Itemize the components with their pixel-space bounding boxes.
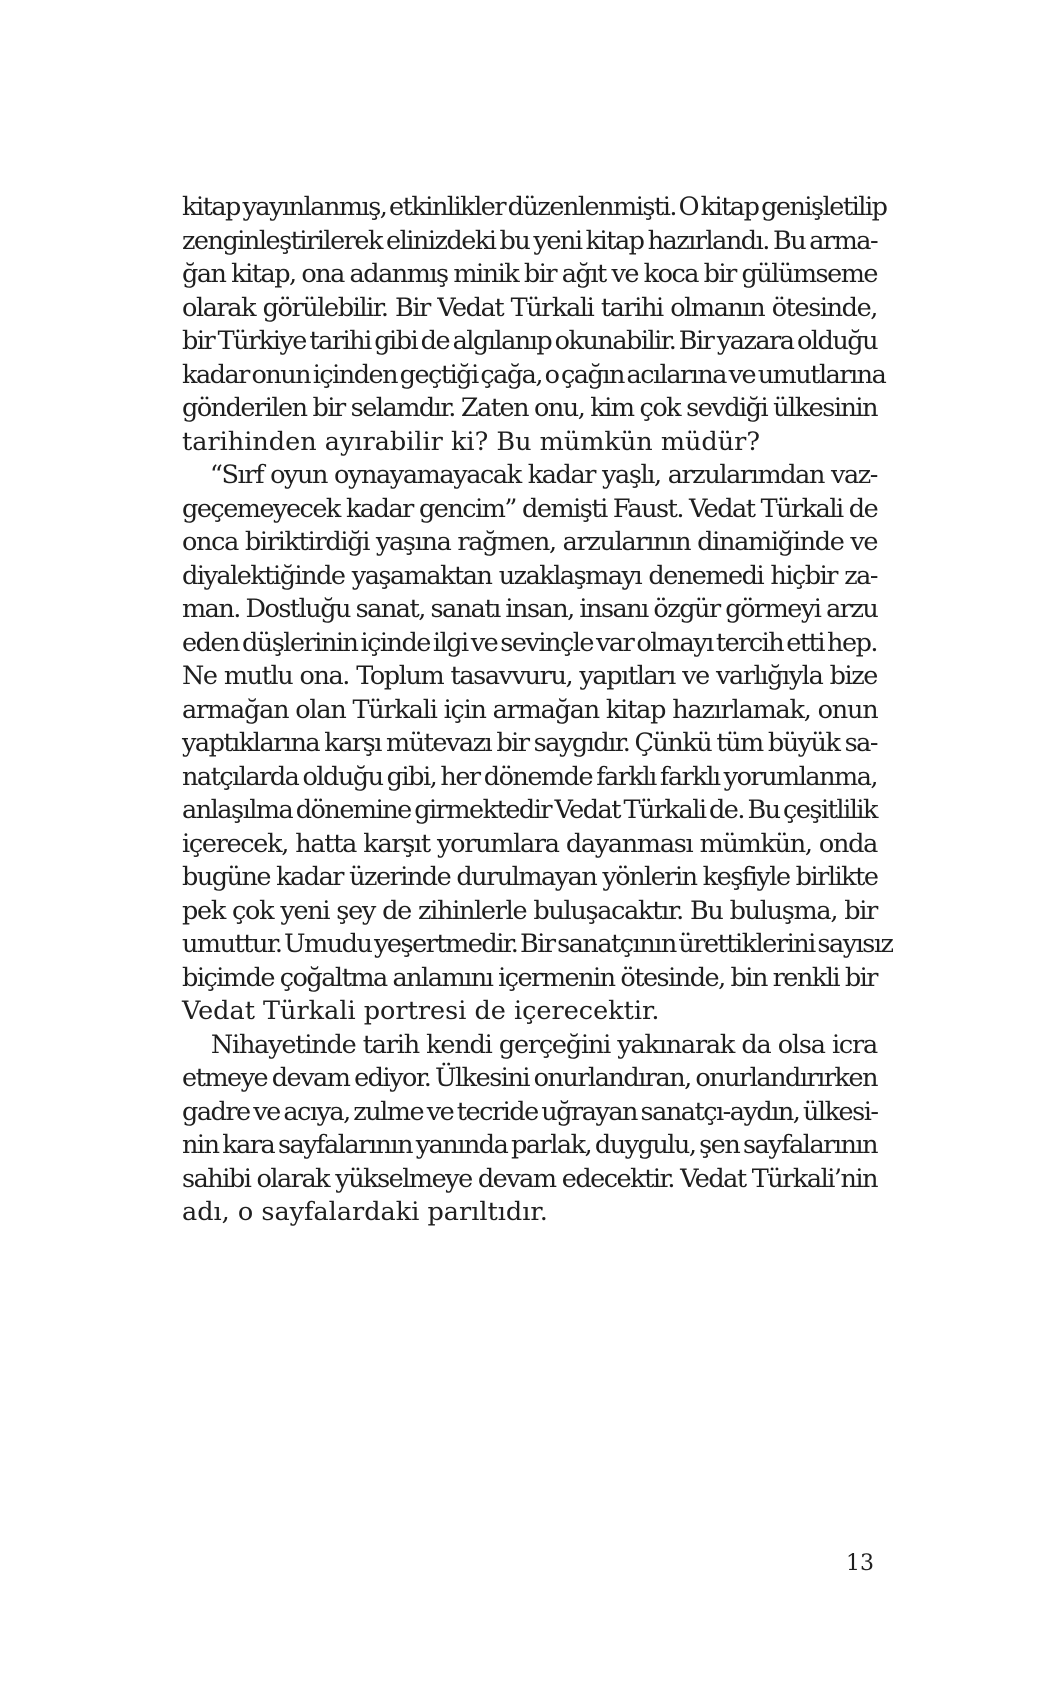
text-line: Nihayetinde tarih kendi gerçeğini yakınarak da olsa icra xyxy=(182,1029,877,1060)
text-line: natçılarda olduğu gibi, her dönemde farklı farklı yorumlanma, xyxy=(182,761,877,792)
text-line: içerecek, hatta karşıt yorumlara dayanması mümkün, onda xyxy=(182,828,877,859)
text-line: etmeye devam ediyor. Ülkesini onurlandıran, onurlandırırken xyxy=(182,1063,877,1093)
text-line: anlaşılma dönemine girmektedir Vedat Türkali de. Bu çeşitlilik xyxy=(182,795,877,825)
text-line: eden düşlerinin içinde ilgi ve sevinçle var olmayı tercih etti hep. xyxy=(182,627,877,658)
text-line: armağan olan Türkali için armağan kitap hazırlamak, onun xyxy=(182,694,878,725)
text-line: tarihinden ayırabilir ki? Bu mümkün müdür? xyxy=(182,426,761,457)
text-line: sahibi olarak yükselmeye devam edecektir. Vedat Türkali’nin xyxy=(182,1163,877,1194)
text-line: adı, o sayfalardaki parıltıdır. xyxy=(182,1197,548,1227)
text-line: zenginleştirilerek elinizdeki bu yeni kitap hazırlandı. Bu arma- xyxy=(182,225,878,256)
text-line: ğan kitap, ona adanmış minik bir ağıt ve koca bir gülümseme xyxy=(182,259,877,289)
text-line: Vedat Türkali portresi de içerecektir. xyxy=(182,996,660,1026)
text-line: kadar onun içinden geçtiği çağa, o çağın acılarına ve umutlarına xyxy=(182,359,886,390)
text-line: kitap yayınlanmış, etkinlikler düzenlenmişti. O kitap genişletilip xyxy=(182,192,887,222)
text-line: Ne mutlu ona. Toplum tasavvuru, yapıtları ve varlığıyla bize xyxy=(182,661,877,691)
text-line: gönderilen bir selamdır. Zaten onu, kim çok sevdiği ülkesinin xyxy=(182,393,877,423)
text-line: umuttur. Umudu yeşertmedir. Bir sanatçının ürettiklerini sayısız xyxy=(182,929,893,959)
text-line: geçemeyecek kadar gencim” demişti Faust. Vedat Türkali de xyxy=(182,493,878,524)
text-line: bugüne kadar üzerinde durulmayan yönlerin keşfiyle birlikte xyxy=(182,862,878,892)
text-line: bir Türkiye tarihi gibi de algılanıp okunabilir. Bir yazara olduğu xyxy=(182,326,877,356)
text-line: diyalektiğinde yaşamaktan uzaklaşmayı denemedi hiçbir za- xyxy=(182,560,877,591)
text-line: pek çok yeni şey de zihinlerle buluşacaktır. Bu buluşma, bir xyxy=(182,895,877,926)
body-text xyxy=(182,191,893,1230)
text-line: man. Dostluğu sanat, sanatı insan, insanı özgür görmeyi arzu xyxy=(182,594,878,624)
page-number: 13 xyxy=(846,1551,874,1576)
text-line: gadre ve acıya, zulme ve tecride uğrayan sanatçı-aydın, ülkesi- xyxy=(182,1096,878,1127)
text-line: onca biriktirdiği yaşına rağmen, arzularının dinamiğinde ve xyxy=(182,527,878,557)
text-line: “Sırf oyun oynayamayacak kadar yaşlı, arzularımdan vaz- xyxy=(182,460,877,490)
text-line: yaptıklarına karşı mütevazı bir saygıdır. Çünkü tüm büyük sa- xyxy=(182,728,877,758)
text-line: olarak görülebilir. Bir Vedat Türkali tarihi olmanın ötesinde, xyxy=(182,292,877,323)
text-line: biçimde çoğaltma anlamını içermenin ötesinde, bin renkli bir xyxy=(182,962,877,993)
text-line: nin kara sayfalarının yanında parlak, duygulu, şen sayfalarının xyxy=(182,1130,877,1160)
